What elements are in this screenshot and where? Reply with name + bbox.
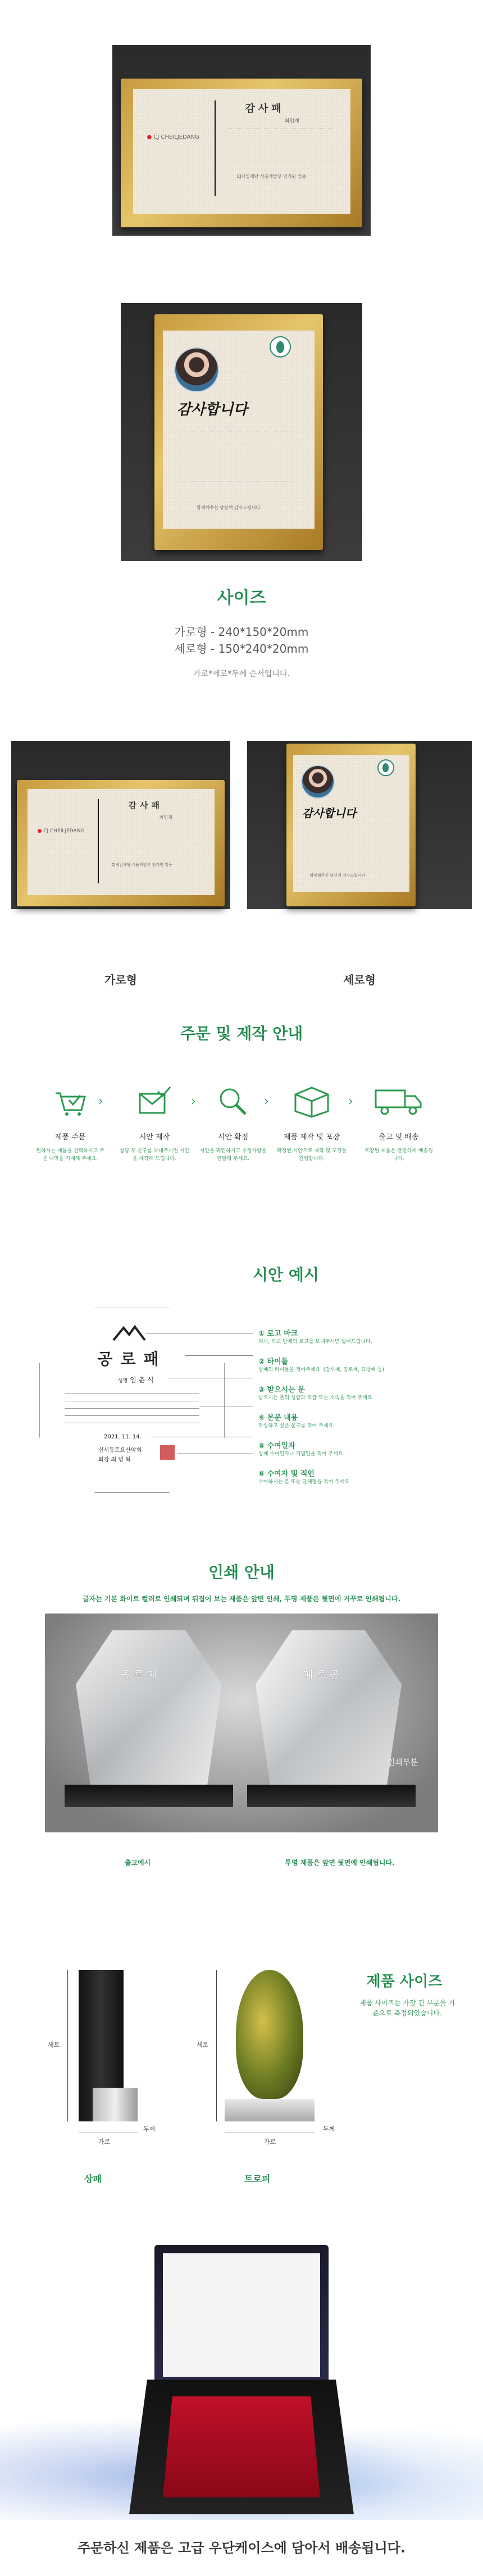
cart-icon xyxy=(53,1089,87,1117)
callout-6: ⑥ 수여자 및 직인 xyxy=(258,1470,315,1478)
plaque-recipient: 최인재 xyxy=(284,118,299,124)
sample-org: 신서동토요산악회 xyxy=(98,1447,142,1454)
caption-right: 투명 제품은 앞면 뒷면에 인쇄됩니다. xyxy=(285,1859,395,1867)
draft-section xyxy=(0,1263,483,1532)
print-side-label: 인쇄부분 xyxy=(388,1758,418,1767)
emblem-icon xyxy=(377,759,394,776)
callout-1-desc: 회사, 학교 단체의 로고를 보내주시면 넣어드립니다. xyxy=(258,1339,372,1345)
size-vertical: 세로형 - 150*240*20mm xyxy=(174,642,309,656)
crystal-back-base xyxy=(247,1785,416,1807)
callout-3-desc: 받으시는 분의 성함과 직급 또는 소속을 적어 주세요. xyxy=(258,1395,374,1401)
print-title: 인쇄 안내 xyxy=(208,1563,275,1582)
step-desc-1: 원하시는 제품을 선택하시고 주문 내역을 기재해 주세요. xyxy=(36,1148,104,1162)
case-text: 주문하신 제품은 고급 우단케이스에 담아서 배송됩니다. xyxy=(77,2540,406,2556)
plaque-footer: CJ제일제당 식품개발부 임직원 일동 xyxy=(236,173,307,179)
company-logo: ● CJ CHEILJEDANG xyxy=(147,134,199,140)
callout-4-desc: 작성하고 싶은 문구를 적어 주세요. xyxy=(258,1423,335,1429)
divider-line xyxy=(215,100,216,196)
size-note: 가로*세로*두께 순서입니다. xyxy=(193,670,290,679)
callout-4: ④ 본문 내용 xyxy=(258,1414,298,1422)
label-trophy: 트로피 xyxy=(244,2174,271,2184)
mountain-logo-icon xyxy=(112,1324,146,1341)
sample-date: 2021. 11. 14. xyxy=(104,1434,142,1440)
signature: 감사합니다 xyxy=(302,806,357,821)
front-title: 공로패 xyxy=(121,1669,161,1681)
plaque-stand xyxy=(93,2088,138,2121)
plaque-title: 감사패 xyxy=(128,800,163,810)
callout-5: ⑤ 수여일자 xyxy=(258,1442,295,1450)
portrait-photo xyxy=(301,765,335,799)
crystal-front xyxy=(76,1630,222,1799)
step-desc-4: 확정된 시안으로 제작 및 포장을 진행합니다. xyxy=(276,1148,347,1162)
crystal-back xyxy=(256,1630,402,1799)
plaque-footer: 함께해주신 당신께 감사드립니다 xyxy=(197,505,261,511)
dim-label-width: 가로 xyxy=(98,2138,111,2146)
size-horizontal: 가로형 - 240*150*20mm xyxy=(174,625,309,639)
crystal-front-base xyxy=(65,1785,233,1807)
leader-line xyxy=(185,1355,253,1356)
truck-icon xyxy=(373,1086,424,1117)
thumb-plaque-horizontal xyxy=(17,780,225,906)
trophy-base xyxy=(225,2099,315,2121)
callout-6-desc: 수여하시는 분 또는 단체명을 적어 주세요. xyxy=(258,1479,351,1485)
step-label-1: 제품 주문 xyxy=(54,1133,86,1142)
back-title: 패로공 xyxy=(303,1669,343,1681)
plaque-body xyxy=(229,129,335,162)
plaque-card xyxy=(28,789,215,895)
arrow-icon: › xyxy=(348,1094,353,1108)
plaque-card xyxy=(133,89,350,214)
thumb-plaque-vertical xyxy=(286,744,416,906)
step-desc-5: 포장된 제품은 안전하게 배송됩니다. xyxy=(364,1148,433,1162)
order-section xyxy=(0,1021,483,1207)
portrait-photo xyxy=(174,347,219,392)
plaque-title: 감사패 xyxy=(245,102,285,114)
size-title: 사이즈 xyxy=(217,588,266,608)
dim-label-height: 세로 xyxy=(48,2041,60,2048)
magnifier-icon xyxy=(216,1086,250,1117)
product-size-title: 제품 사이즈 xyxy=(366,1973,443,1990)
print-note: 글자는 기본 화이트 컬러로 인쇄되며 뒤집어 보는 제품은 앞면 인쇄, 투명 제품은 뒷면에 거꾸로 인쇄됩니다. xyxy=(82,1595,401,1603)
hero-horizontal xyxy=(0,45,483,236)
dim-height-plaque xyxy=(67,1970,68,2121)
dim-label-width-trophy: 가로 xyxy=(264,2138,276,2146)
emblem-icon xyxy=(270,336,291,357)
step-label-4: 제품 제작 및 포장 xyxy=(283,1133,340,1142)
product-size-desc: 제품 사이즈는 가장 긴 부분을 기준으로 측정되었습니다. xyxy=(359,1999,455,2017)
hero-vertical xyxy=(0,303,483,561)
arrow-icon: › xyxy=(98,1094,103,1108)
callout-5-desc: 상패 수여일자나 기념일을 적어 주세요. xyxy=(258,1451,345,1457)
arrow-icon: › xyxy=(191,1094,196,1108)
plaque-card xyxy=(293,755,409,892)
step-label-3: 시안 확정 xyxy=(217,1133,249,1142)
dim-label-depth-trophy: 두께 xyxy=(323,2125,335,2133)
divider-line xyxy=(98,799,99,883)
plaque-card xyxy=(163,331,315,529)
stamp-seal xyxy=(160,1445,175,1460)
sample-org-head: 회장 최 명 혁 xyxy=(98,1457,131,1463)
step-desc-2: 상담 후 문구를 보내주시면 시안을 제작해 드립니다. xyxy=(119,1148,190,1162)
case-section xyxy=(0,2239,483,2576)
plaque-recipient: 최인재 xyxy=(159,814,172,820)
step-label-2: 시안 제작 xyxy=(139,1133,170,1142)
print-section xyxy=(0,1560,483,1908)
dim-label-height-trophy: 세로 xyxy=(197,2041,209,2048)
case-lid-inner xyxy=(163,2253,320,2377)
case-velvet xyxy=(163,2396,320,2497)
draft-title: 시안 예시 xyxy=(253,1266,319,1284)
mail-icon xyxy=(138,1086,171,1117)
sample-name: 성명 임 춘 식 xyxy=(118,1376,154,1384)
plaque-body xyxy=(177,432,295,482)
callout-2: ② 타이틀 xyxy=(258,1358,289,1366)
signature: 감사합니다 xyxy=(177,401,248,419)
dim-label-depth: 두께 xyxy=(143,2125,156,2133)
plaque-footer: CJ제일제당 식품개발부 임직원 일동 xyxy=(111,862,172,867)
sample-title: 공로패 xyxy=(97,1350,167,1368)
plaque-footer: 함께해주신 당신께 감사드립니다 xyxy=(309,873,366,878)
plaque-horizontal xyxy=(121,79,362,227)
arrow-icon: › xyxy=(264,1094,269,1108)
company-logo: ● CJ CHEILJEDANG xyxy=(37,828,85,834)
sample-body xyxy=(65,1389,199,1428)
callout-1: ① 로고 마크 xyxy=(258,1330,298,1338)
dim-height-trophy xyxy=(216,1970,217,2121)
order-title: 주문 및 제작 안내 xyxy=(180,1024,303,1043)
label-plaque: 상패 xyxy=(84,2174,102,2184)
step-desc-3: 시안을 확인하시고 수정사항을 전달해 주세요. xyxy=(199,1148,267,1162)
plaque-vertical xyxy=(154,314,323,550)
step-label-5: 출고 및 배송 xyxy=(379,1133,419,1142)
label-vertical: 세로형 xyxy=(343,973,376,987)
label-horizontal: 가로형 xyxy=(104,973,137,987)
callout-3: ③ 받으시는 분 xyxy=(258,1386,305,1394)
callout-2-desc: 상패의 타이틀을 적어주세요. (감사패, 공로패, 표창패 등) xyxy=(258,1367,385,1373)
box-icon xyxy=(292,1084,331,1118)
trophy-body xyxy=(236,1970,303,2099)
product-size-section xyxy=(0,1931,483,2211)
size-section xyxy=(0,584,483,987)
caption-left: 출고예시 xyxy=(124,1859,151,1867)
